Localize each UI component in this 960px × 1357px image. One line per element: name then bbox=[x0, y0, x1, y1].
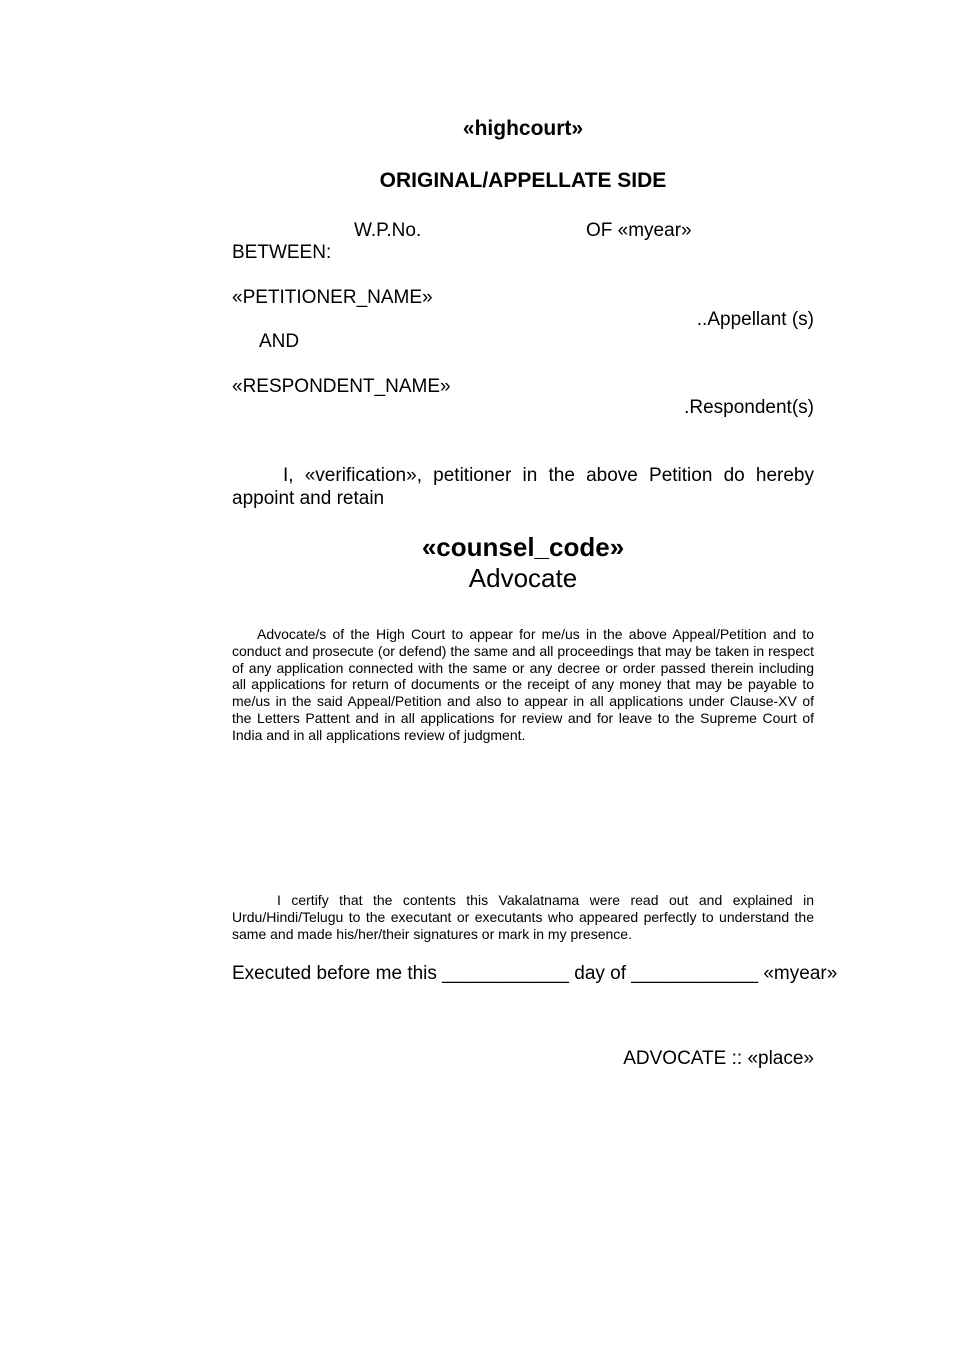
appointment-paragraph: I, «verification», petitioner in the above Petition do hereby appoint and retain bbox=[232, 465, 814, 509]
petitioner-name: «PETITIONER_NAME» bbox=[232, 287, 433, 308]
respondent-role-label: .Respondent(s) bbox=[684, 397, 814, 418]
court-name: «highcourt» bbox=[462, 117, 584, 140]
respondent-name: «RESPONDENT_NAME» bbox=[232, 376, 451, 397]
authority-paragraph: Advocate/s of the High Court to appear for me/us in the above Appeal/Petition and to conduct and prosecute (or defend) the same and all proceedings that may be taken in respect of any application connected with the same or any decree or order passed therein including all applications for return of documents or the receipt of any money that may be payable to me/us in the said Appeal/Petition and also to appear in all applications under Clause-XV of the Letters Pattent and in all applications for review and for leave to the Supreme Court of India and in all applications review of judgment. bbox=[232, 626, 814, 743]
case-year: OF «myear» bbox=[586, 220, 692, 241]
advocate-label: Advocate bbox=[468, 563, 578, 593]
between-label: BETWEEN: bbox=[232, 242, 332, 263]
counsel-code: «counsel_code» bbox=[421, 532, 625, 562]
appellant-role-label: ..Appellant (s) bbox=[696, 309, 814, 330]
case-number-label: W.P.No. bbox=[354, 220, 422, 241]
court-side-heading: ORIGINAL/APPELLATE SIDE bbox=[379, 169, 667, 192]
and-label: AND bbox=[259, 331, 300, 352]
certification-paragraph: I certify that the contents this Vakalatnama were read out and explained in Urdu/Hindi/Telugu to the executant or executants who appeared perfectly to understand the same and made his/her/their signatures or mark in my presence. bbox=[232, 892, 814, 943]
advocate-signature-line: ADVOCATE :: «place» bbox=[623, 1048, 814, 1069]
executed-line: Executed before me this ____________ day of ____________ «myear» bbox=[232, 963, 838, 984]
